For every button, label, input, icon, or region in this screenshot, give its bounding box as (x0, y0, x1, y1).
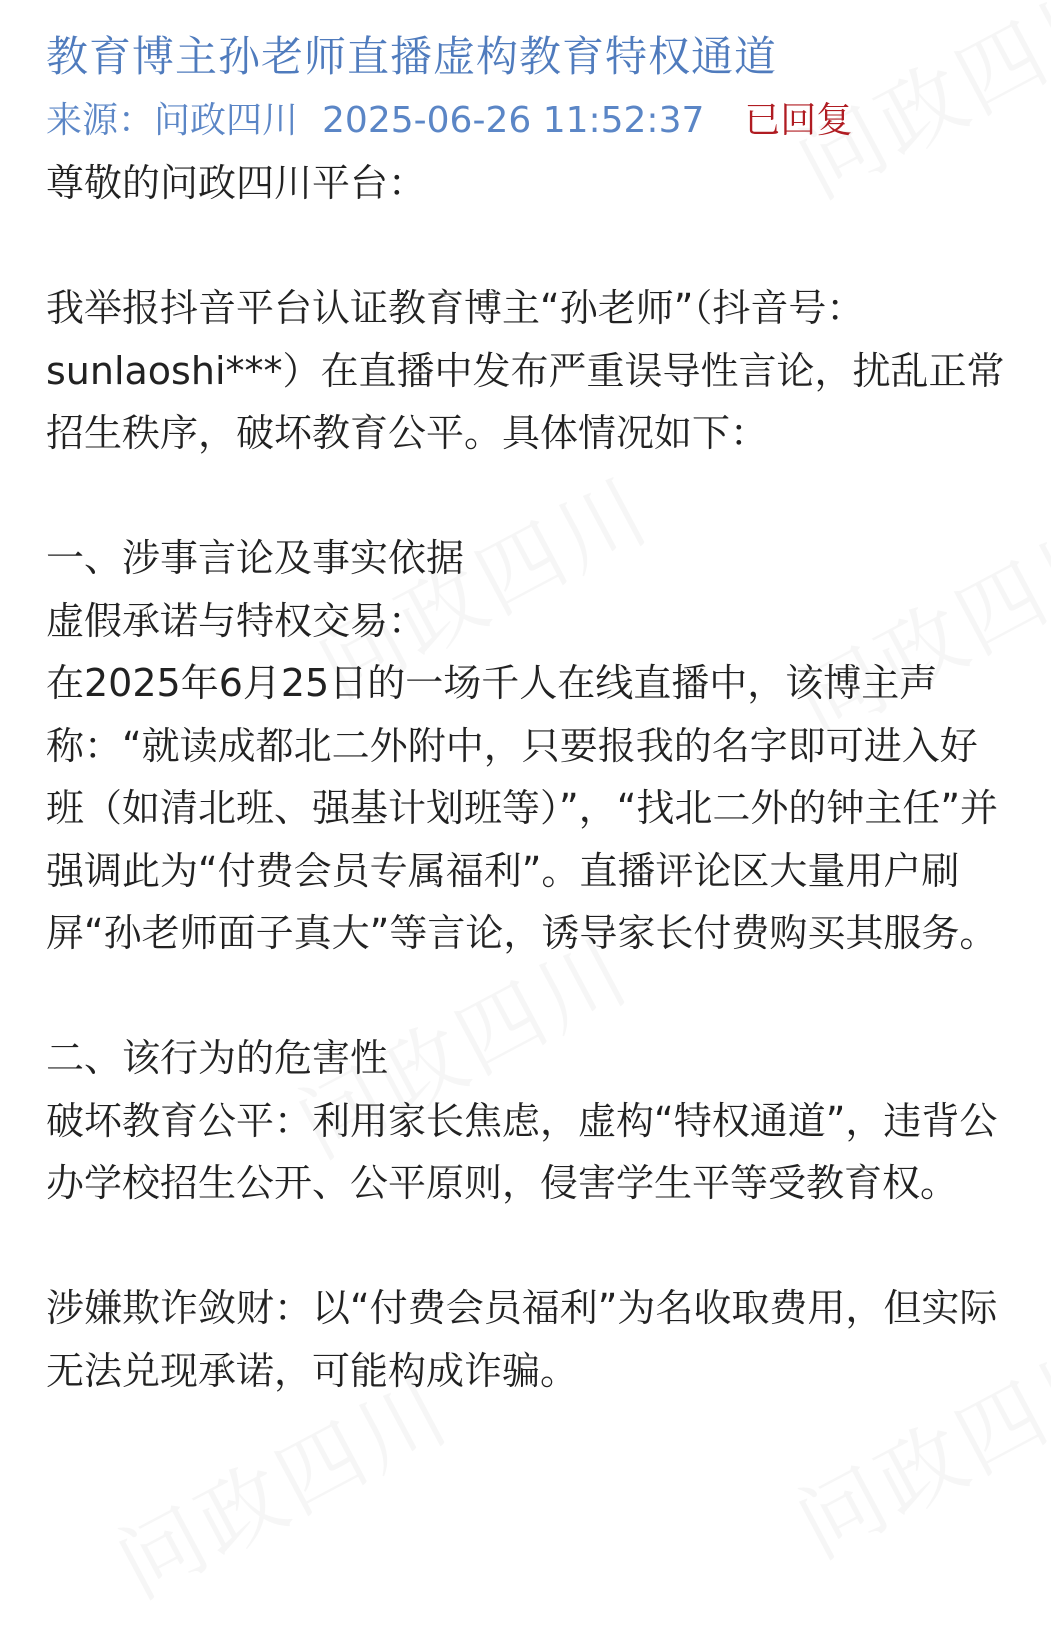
post-title: 教育博主孙老师直播虚构教育特权通道 (46, 32, 778, 81)
section1-subheading: 虚假承诺与特权交易： (46, 598, 427, 643)
section2-heading: 二、该行为的危害性 (46, 1036, 389, 1080)
section2-paragraph: 破坏教育公平：利用家长焦虑，虚构“特权通道”，违背公办学校招生公开、公平原则，侵害学生平等受教育权。 (46, 1098, 998, 1205)
source-name[interactable]: 问政四川 (154, 100, 299, 141)
post-body (46, 152, 1007, 1402)
post-meta (46, 90, 1007, 152)
paragraph-gap (46, 465, 1007, 528)
section1-heading: 一、涉事言论及事实依据 (46, 536, 465, 580)
greeting: 尊敬的问政四川平台： (46, 161, 427, 205)
paragraph-gap (46, 1215, 1007, 1278)
paragraph-gap (46, 965, 1007, 1028)
reply-status-badge: 已回复 (744, 100, 853, 141)
intro-paragraph: 我举报抖音平台认证教育博主“孙老师”（抖音号：sunlaoshi***）在直播中发布严重误导性言论，扰乱正常招生秩序，破坏教育公平。具体情况如下： (46, 286, 1005, 455)
paragraph-gap (46, 215, 1007, 278)
post-timestamp: 2025-06-26 11:52:37 (322, 100, 705, 141)
source-label: 来源： (46, 100, 155, 141)
section3-paragraph: 涉嫌欺诈敛财：以“付费会员福利”为名收取费用，但实际无法兑现承诺，可能构成诈骗。 (46, 1286, 998, 1393)
section1-paragraph: 在2025年6月25日的一场千人在线直播中，该博主声称：“就读成都北二外附中，只要报我的名字即可进入好班（如清北班、强基计划班等）”，“找北二外的钟主任”并强调此为“付费会员专属福利”。直播评论区大量用户刷屏“孙老师面子真大”等言论，诱导家长付费购买其服务。 (46, 661, 999, 955)
